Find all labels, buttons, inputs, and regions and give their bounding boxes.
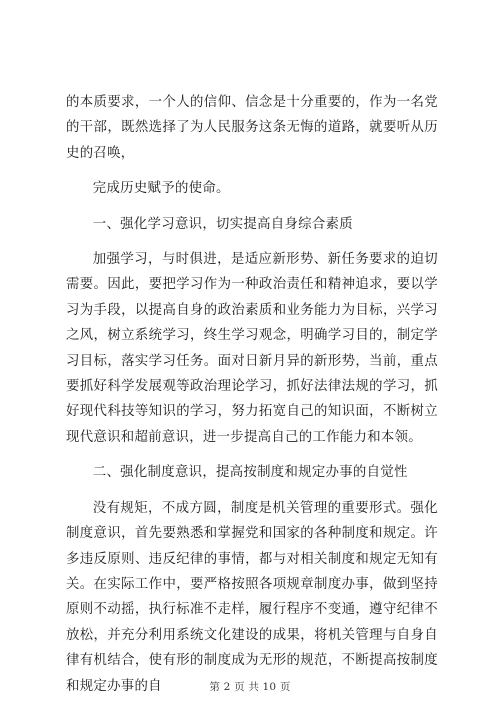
section-heading-rules: 二、强化制度意识，提高按制度和规定办事的自觉性 <box>92 465 408 481</box>
paragraph-study: 加强学习，与时俱进，是适应新形势、新任务要求的迫切需要。因此，要把学习作为一种政治责任和精神追求，要以学习为手段，以提高自身的政治素质和业务能力为目标，兴学习之风，树立系统学习，终生学习观念，明确学习目的，制定学习目标，落实学习任务。面对日新月异的新形势，当前，重点要抓好科学发展观等政治理论学习，抓好法律法规的学习，抓好现代科技等知识的学习，努力拓宽自己的知识面，不断树立现代意识和超前意识，进一步提高自己的工作能力和本领。 <box>66 252 438 445</box>
page-number-footer: 第 2 页 共 10 页 <box>209 681 291 693</box>
document-body <box>66 90 438 699</box>
paragraph-mission: 完成历史赋予的使命。 <box>92 181 230 197</box>
paragraph-continuation: 的本质要求，一个人的信仰、信念是十分重要的，作为一名党的干部，既然选择了为人民服务这条无悔的道路，就要听从历史的召唤， <box>66 95 438 161</box>
section-heading-study: 一、强化学习意识，切实提高自身综合素质 <box>92 216 353 232</box>
paragraph-rules: 没有规矩，不成方圆，制度是机关管理的重要形式。强化制度意识，首先要熟悉和掌握党和国家的各种制度和规定。许多违反原则、违反纪律的事情，都与对相关制度和规定无知有关。在实际工作中，要严格按照各项规章制度办事，做到坚持原则不动摇，执行标准不走样，履行程序不变通，遵守纪律不放松，并充分利用系统文化建设的成果，将机关管理与自身自律有机结合，使有形的制度成为无形的规范，不断提高按制度和规定办事的自 <box>66 500 438 694</box>
